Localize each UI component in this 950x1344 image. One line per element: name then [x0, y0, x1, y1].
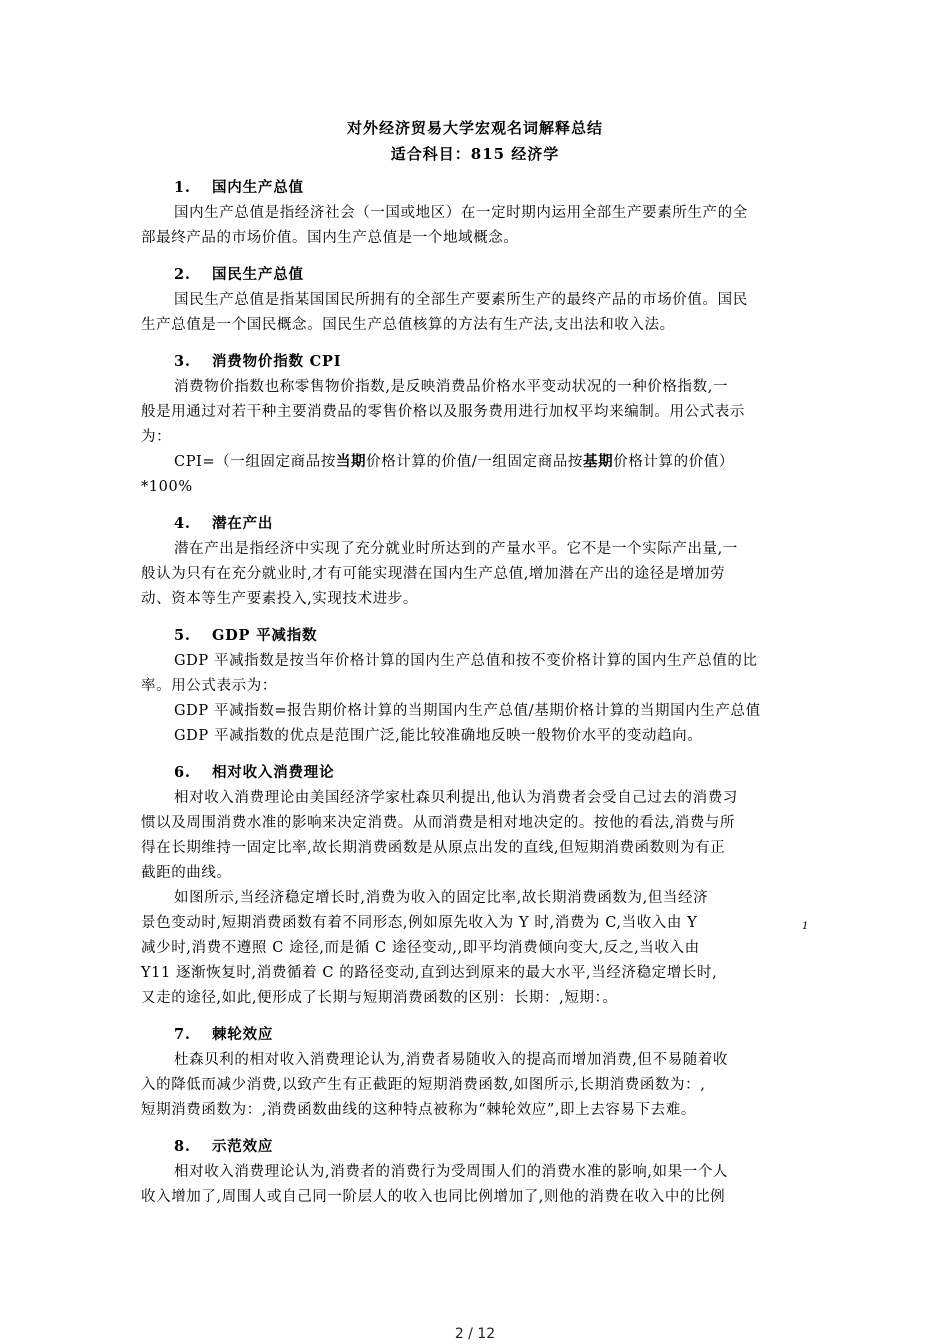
document-title: 对外经济贸易大学宏观名词解释总结: [346, 119, 603, 137]
paragraph-line: 杜森贝利的相对收入消费理论认为,消费者易随收入的提高而增加消费,但不易随着收: [174, 1052, 729, 1068]
document-subtitle: 适合科目：815 经济学: [390, 145, 560, 163]
section-number: 5.: [174, 627, 191, 644]
paragraph-line: 短期消费函数为：,消费函数曲线的这种特点被称为“棘轮效应”,即上去容易下去难。: [141, 1102, 696, 1118]
paragraph-line: 部最终产品的市场价值。国内生产总值是一个地域概念。: [141, 230, 519, 246]
paragraph-line: 收入增加了,周围人或自己同一阶层人的收入也同比例增加了,则他的消费在收入中的比例: [141, 1189, 726, 1205]
section-heading: [174, 1137, 273, 1157]
paragraph-line: 般是用通过对若干种主要消费品的零售价格以及服务费用进行加权平均来编制。用公式表示: [141, 404, 745, 420]
paragraph-line: 惯以及周围消费水准的影响来决定消费。从而消费是相对地决定的。按他的看法,消费与所: [141, 815, 736, 831]
subscript-marker: 1: [802, 921, 809, 932]
cpi-formula: CPI=（一组固定商品按当期价格计算的价值/一组固定商品按基期价格计算的价值）: [174, 453, 735, 470]
section-title: 棘轮效应: [212, 1026, 274, 1043]
page-number: 2 / 12: [454, 1326, 496, 1342]
section-heading: [174, 763, 334, 783]
section-number: 8.: [174, 1138, 191, 1155]
paragraph-line: 消费物价指数也称零售物价指数,是反映消费品价格水平变动状况的一种价格指数,一: [174, 379, 729, 395]
paragraph-line: GDP 平减指数是按当年价格计算的国内生产总值和按不变价格计算的国内生产总值的比: [174, 653, 758, 669]
section-heading: [174, 352, 341, 372]
paragraph-line: 为：: [141, 429, 172, 445]
gdp-deflator-formula: GDP 平减指数=报告期价格计算的当期国内生产总值/基期价格计算的当期国内生产总值: [174, 703, 761, 719]
section-title: 国民生产总值: [212, 266, 304, 283]
paragraph-line: GDP 平减指数的优点是范围广泛,能比较准确地反映一般物价水平的变动趋向。: [174, 728, 703, 744]
paragraph-line: 国民生产总值是指某国国民所拥有的全部生产要素所生产的最终产品的市场价值。国民: [174, 292, 748, 308]
cpi-formula-tail: *100%: [141, 479, 193, 495]
section-number: 4.: [174, 515, 191, 532]
section-number: 3.: [174, 353, 191, 370]
section-number: 7.: [174, 1026, 191, 1043]
section-number: 1.: [174, 179, 191, 196]
paragraph-line: 截距的曲线。: [141, 865, 232, 881]
paragraph-line: 减少时,消费不遵照 C 途径,而是循 C 途径变动,,即平均消费倾向变大,反之,当收入由: [141, 940, 700, 956]
paragraph-line: 率。用公式表示为：: [141, 678, 277, 694]
section-number: 2.: [174, 266, 191, 283]
paragraph-line: 入的降低而减少消费,以致产生有正截距的短期消费函数,如图所示,长期消费函数为：,: [141, 1077, 706, 1093]
paragraph-line: 动、资本等生产要素投入,实现技术进步。: [141, 591, 419, 607]
section-heading: [174, 265, 304, 285]
section-title: 相对收入消费理论: [212, 764, 335, 781]
emphasis-base-period: 基期: [583, 453, 614, 470]
section-heading: [174, 1025, 273, 1045]
paragraph-line: 如图所示,当经济稳定增长时,消费为收入的固定比率,故长期消费函数为,但当经济: [174, 890, 709, 906]
paragraph-line: Y11 逐渐恢复时,消费循着 C 的路径变动,直到达到原来的最大水平,当经济稳定增长时,: [141, 965, 718, 981]
paragraph-line: 国内生产总值是指经济社会（一国或地区）在一定时期内运用全部生产要素所生产的全: [174, 205, 748, 221]
section-title: 示范效应: [212, 1138, 274, 1155]
paragraph-line: 生产总值是一个国民概念。国民生产总值核算的方法有生产法,支出法和收入法。: [141, 317, 675, 333]
section-title: GDP 平减指数: [212, 627, 318, 644]
paragraph-line: 相对收入消费理论由美国经济学家杜森贝利提出,他认为消费者会受自己过去的消费习: [174, 790, 738, 806]
section-heading: [174, 178, 304, 198]
paragraph-line: 景色变动时,短期消费函数有着不同形态,例如原先收入为 Y 时,消费为 C,当收入由 Y: [141, 915, 698, 931]
paragraph-line: 相对收入消费理论认为,消费者的消费行为受周围人们的消费水准的影响,如果一个人: [174, 1164, 729, 1180]
paragraph-line: 般认为只有在充分就业时,才有可能实现潜在国内生产总值,增加潜在产出的途径是增加劳: [141, 566, 726, 582]
paragraph-line: 得在长期维持一固定比率,故长期消费函数是从原点出发的直线,但短期消费函数则为有正: [141, 840, 726, 856]
section-title: 国内生产总值: [212, 179, 304, 196]
emphasis-current-period: 当期: [335, 453, 367, 470]
section-heading: [174, 626, 317, 646]
section-heading: [174, 514, 273, 534]
section-title: 潜在产出: [212, 515, 274, 532]
section-title: 消费物价指数 CPI: [212, 353, 342, 370]
section-number: 6.: [174, 764, 191, 781]
paragraph-line: 潜在产出是指经济中实现了充分就业时所达到的产量水平。它不是一个实际产出量,一: [174, 541, 738, 557]
paragraph-line: 又走的途径,如此,便形成了长期与短期消费函数的区别：长期：,短期：。: [141, 990, 618, 1006]
